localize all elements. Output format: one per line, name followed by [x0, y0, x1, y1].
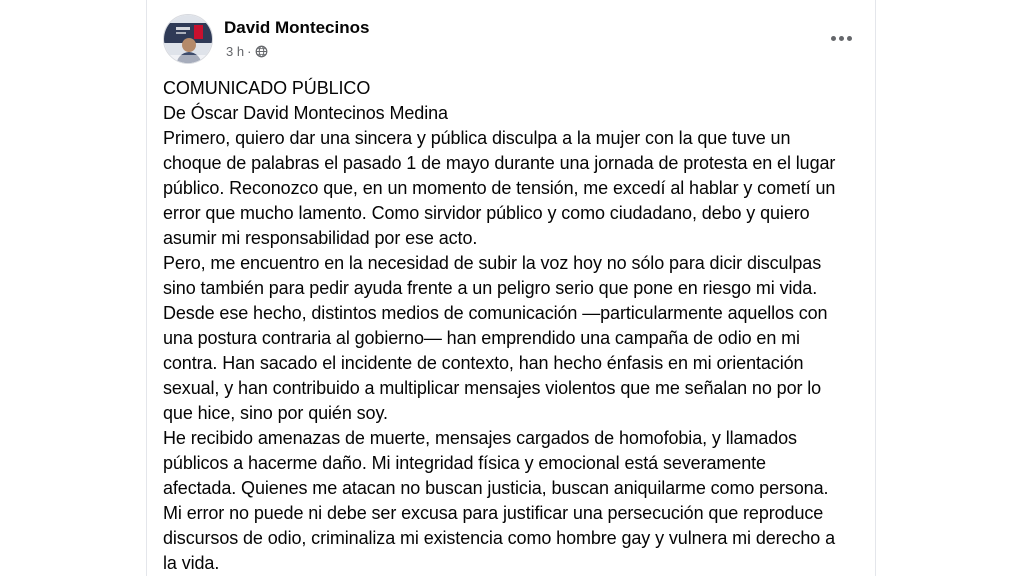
- more-options-icon[interactable]: [823, 24, 859, 52]
- post-header: [163, 14, 859, 68]
- post-line: sexual, y han contribuido a multiplicar mensajes violentos que me señalan no por lo: [163, 378, 822, 398]
- post-text: [163, 76, 869, 576]
- post-line: sino también para pedir ayuda frente a un peligro serio que pone en riesgo mi vida.: [163, 278, 818, 298]
- more-dot: [839, 36, 844, 41]
- post-time[interactable]: 3 h: [226, 44, 245, 59]
- globe-icon[interactable]: [255, 45, 268, 58]
- post-line: asumir mi responsabilidad por ese acto.: [163, 228, 478, 248]
- post-card: [146, 0, 876, 576]
- post-line: contra. Han sacado el incidente de contexto, han hecho énfasis en mi orientación: [163, 353, 804, 373]
- meta-separator: ·: [247, 44, 252, 59]
- avatar-image: [164, 15, 213, 64]
- post-line: que hice, sino por quién soy.: [163, 403, 388, 423]
- post-line: afectada. Quienes me atacan no buscan justicia, buscan aniquilarme como persona.: [163, 478, 829, 498]
- post-line: una postura contraria al gobierno— han emprendido una campaña de odio en mi: [163, 328, 800, 348]
- post-line: público. Reconozco que, en un momento de tensión, me excedí al hablar y cometí un: [163, 178, 836, 198]
- post-line: la vida.: [163, 553, 220, 573]
- post-line: Mi error no puede ni debe ser excusa para justificar una persecución que reproduce: [163, 503, 824, 523]
- more-dot: [847, 36, 852, 41]
- post-line: He recibido amenazas de muerte, mensajes cargados de homofobia, y llamados: [163, 428, 797, 448]
- post-meta: [226, 44, 268, 59]
- author-name[interactable]: David Montecinos: [224, 18, 370, 37]
- post-line: error que mucho lamento. Como sirvidor público y como ciudadano, debo y quiero: [163, 203, 810, 223]
- post-line: COMUNICADO PÚBLICO: [163, 78, 371, 98]
- post-line: De Óscar David Montecinos Medina: [163, 103, 448, 123]
- post-line: Primero, quiero dar una sincera y pública disculpa a la mujer con la que tuve un: [163, 128, 791, 148]
- post-line: choque de palabras el pasado 1 de mayo durante una jornada de protesta en el lugar: [163, 153, 836, 173]
- author-avatar[interactable]: [163, 14, 213, 64]
- more-dot: [831, 36, 836, 41]
- post-line: públicos a hacerme daño. Mi integridad física y emocional está severamente: [163, 453, 766, 473]
- post-line: Desde ese hecho, distintos medios de comunicación —particularmente aquellos con: [163, 303, 828, 323]
- post-line: discursos de odio, criminaliza mi existencia como hombre gay y vulnera mi derecho a: [163, 528, 836, 548]
- post-line: Pero, me encuentro en la necesidad de subir la voz hoy no sólo para dicir disculpas: [163, 253, 822, 273]
